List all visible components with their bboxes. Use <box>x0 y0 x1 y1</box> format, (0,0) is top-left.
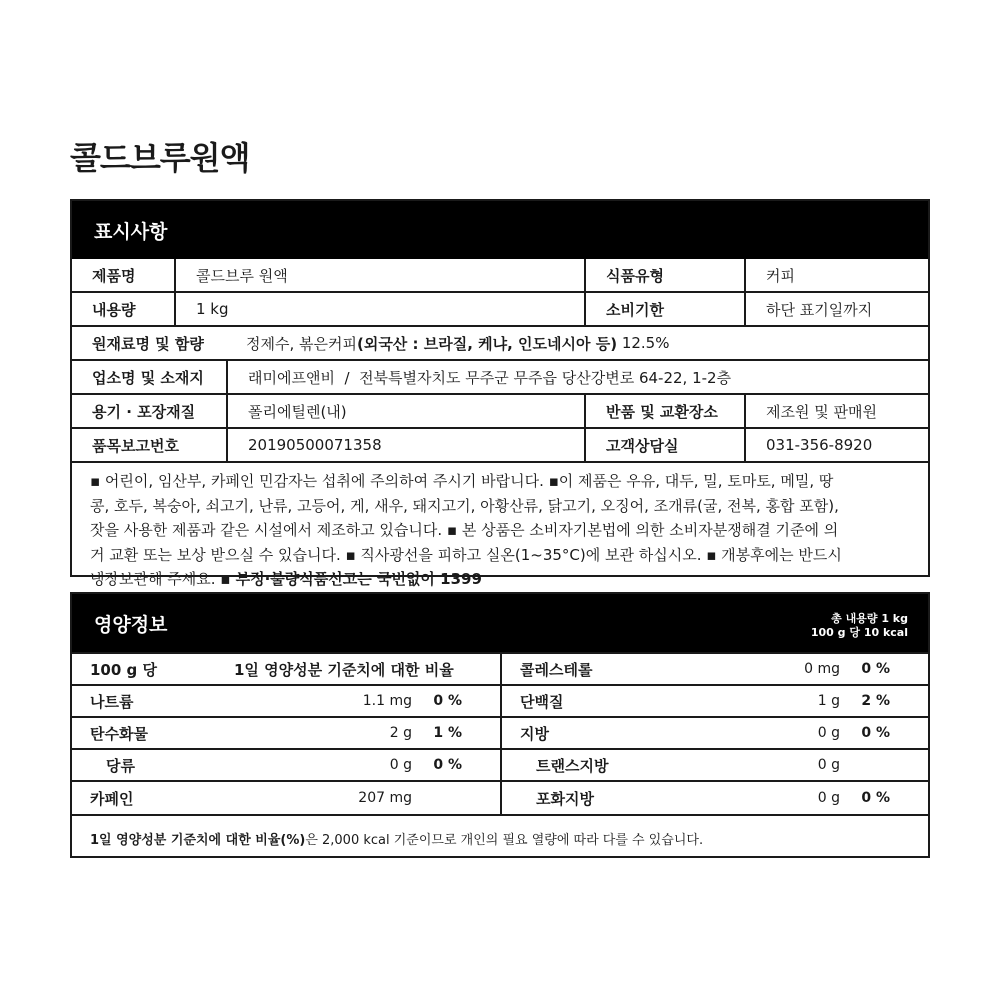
nutrition-header-bar <box>72 594 928 652</box>
kcal-value: 10 kcal <box>863 626 908 639</box>
nutrient-name: 트랜스지방 <box>536 756 609 775</box>
nutrient-row <box>502 750 928 782</box>
notes-line: 콩, 호두, 복숭아, 쇠고기, 난류, 고등어, 게, 새우, 돼지고기, 아황산류, 닭고기, 오징어, 조개류(굴, 전복, 홍합 포함), <box>90 496 839 515</box>
nutrition-right-column <box>500 654 928 814</box>
return-value: 제조원 및 판매원 <box>744 395 928 427</box>
report-no-value: 20190500071358 <box>226 429 584 461</box>
notes-line: ▪ 어린이, 임산부, 카페인 민감자는 섭취에 주의하여 주시기 바랍니다. ▪이 제품은 우유, 대두, 밀, 토마토, 메밀, 땅 <box>90 472 834 490</box>
per-100g-energy <box>811 626 908 640</box>
nutrient-row <box>72 750 500 782</box>
cs-phone: 031-356-8920 <box>744 429 928 461</box>
nutrient-pct: 1 % <box>433 725 462 741</box>
nutrient-row <box>502 718 928 750</box>
label-header: 표시사항 <box>94 221 168 243</box>
maker-label: 업소명 및 소재지 <box>92 368 204 387</box>
product-name-value: 콜드브루 원액 <box>174 259 584 291</box>
nutrient-amount: 0 mg <box>804 661 840 677</box>
row-product-name <box>72 259 928 291</box>
ingredients-label: 원재료명 및 함량 <box>92 334 204 353</box>
cs-label: 고객상담실 <box>584 429 744 461</box>
nutrient-row <box>72 686 500 718</box>
nutrient-pct: 0 % <box>861 661 890 677</box>
content-label: 내용량 <box>92 300 136 319</box>
row-packaging <box>72 393 928 427</box>
ingredients-origin: (외국산 : 브라질, 케냐, 인도네시아 등) <box>356 334 618 353</box>
nutrition-left-header <box>72 654 500 686</box>
nutrient-amount: 1.1 mg <box>362 693 412 709</box>
product-name-label: 제품명 <box>92 266 136 285</box>
per-100g-label: 100 g 당 <box>810 626 864 639</box>
nutrient-amount: 207 mg <box>358 790 412 806</box>
row-report <box>72 427 928 461</box>
footnote-text: 은 2,000 kcal 기준이므로 개인의 필요 열량에 따라 다를 수 있습니다. <box>305 832 704 848</box>
row-maker <box>72 359 928 393</box>
nutrient-amount: 0 g <box>389 757 412 773</box>
notes-line: 거 교환 또는 보상 받으실 수 있습니다. ▪ 직사광선을 피하고 실온(1~35°C)에 보관 하십시오. ▪ 개봉후에는 반드시 <box>90 545 842 564</box>
caution-notes <box>72 461 928 592</box>
maker-value: 래미에프앤비 / 전북특별자치도 무주군 무주읍 당산강변로 64-22, 1-2층 <box>226 361 928 393</box>
ingredients-value <box>226 327 928 359</box>
report-no-label: 품목보고번호 <box>92 436 179 455</box>
nutrient-pct: 0 % <box>861 725 890 741</box>
return-label: 반품 및 교환장소 <box>584 395 744 427</box>
nutrient-pct: 0 % <box>433 693 462 709</box>
ingredients-suffix: 12.5% <box>617 334 670 352</box>
nutrient-row <box>72 718 500 750</box>
nutrient-row <box>502 654 928 686</box>
notes-line-5a: 냉장보관해 주세요. <box>90 570 221 588</box>
nutrient-pct: 0 % <box>861 790 890 806</box>
ingredients-prefix: 정제수, 볶은커피 <box>246 334 357 353</box>
per-100g-header: 100 g 당 <box>90 660 157 679</box>
page-title: 콜드브루원액 <box>70 139 250 177</box>
nutrition-panel <box>70 592 930 858</box>
report-hotline: ▪ 부정·불량식품신고는 국번없이 1399 <box>220 570 482 588</box>
nutrient-name: 나트륨 <box>90 692 134 711</box>
total-content: 총 내용량 1 kg <box>831 612 908 625</box>
nutrient-name: 단백질 <box>520 692 564 711</box>
expiry-label: 소비기한 <box>584 293 744 325</box>
nutrient-name: 당류 <box>106 756 135 775</box>
content-value: 1 kg <box>174 293 584 325</box>
nutrient-amount: 2 g <box>389 725 412 741</box>
row-content <box>72 291 928 325</box>
nutrient-pct: 0 % <box>433 757 462 773</box>
packaging-value: 폴리에틸렌(내) <box>226 395 584 427</box>
packaging-label: 용기 · 포장재질 <box>92 402 196 421</box>
nutrition-summary <box>811 612 908 640</box>
notes-line: 잣을 사용한 제품과 같은 시설에서 제조하고 있습니다. ▪ 본 상품은 소비자기본법에 의한 소비자분쟁해결 기준에 의 <box>90 521 839 539</box>
nutrient-row <box>502 782 928 814</box>
label-panel <box>70 199 930 588</box>
nutrient-amount: 1 g <box>817 693 840 709</box>
nutrient-name: 카페인 <box>90 789 134 808</box>
food-type-label: 식품유형 <box>584 259 744 291</box>
daily-value-header: 1일 영양성분 기준치에 대한 비율 <box>234 660 454 679</box>
nutrition-header: 영양정보 <box>94 614 168 636</box>
nutrient-name: 콜레스테롤 <box>520 660 593 679</box>
nutrient-name: 탄수화물 <box>90 724 148 743</box>
row-ingredients <box>72 325 928 359</box>
nutrient-row <box>72 782 500 814</box>
nutrient-amount: 0 g <box>817 725 840 741</box>
footnote-bold: 1일 영양성분 기준치에 대한 비율(%) <box>90 832 306 848</box>
notes-line <box>90 567 914 592</box>
nutrition-footnote <box>72 814 928 860</box>
expiry-value: 하단 표기일까지 <box>744 293 928 325</box>
nutrient-amount: 0 g <box>817 757 840 773</box>
nutrient-row <box>502 686 928 718</box>
nutrition-left-column <box>72 654 500 814</box>
food-type-value: 커피 <box>744 259 928 291</box>
nutrient-amount: 0 g <box>817 790 840 806</box>
nutrition-table <box>72 652 928 814</box>
nutrient-name: 포화지방 <box>536 789 594 808</box>
nutrient-pct: 2 % <box>861 693 890 709</box>
nutrient-name: 지방 <box>520 724 549 743</box>
label-header-bar <box>72 201 928 259</box>
